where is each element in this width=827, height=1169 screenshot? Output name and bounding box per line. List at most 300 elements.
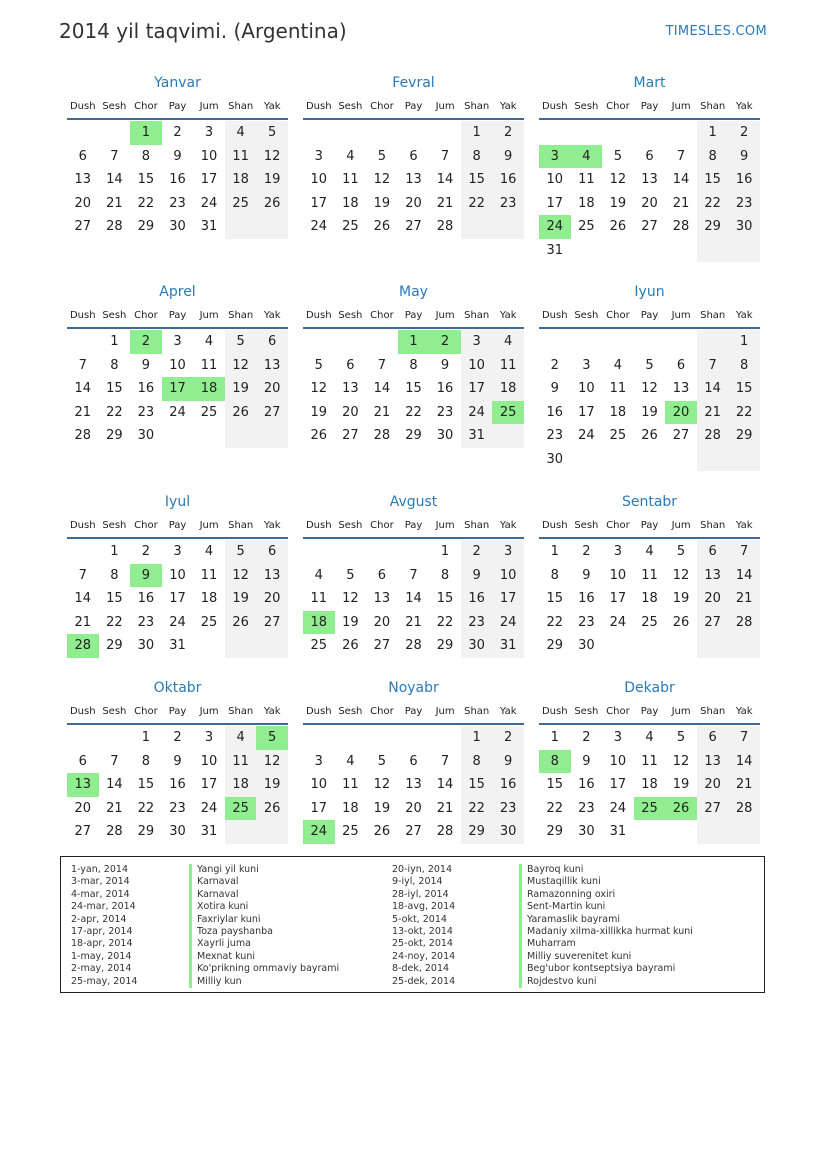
day-cell[interactable]: 9	[492, 750, 524, 774]
day-cell[interactable]: 10	[461, 354, 493, 378]
day-cell[interactable]: 12	[256, 145, 288, 169]
day-cell[interactable]: 30	[169, 219, 186, 234]
day-cell[interactable]: 26	[256, 797, 288, 821]
day-cell[interactable]: 13	[641, 172, 658, 187]
day-cell[interactable]: 24	[609, 614, 627, 630]
day-cell[interactable]: 20	[697, 587, 729, 611]
day-cell[interactable]: 3	[173, 544, 182, 559]
day-cell[interactable]: 3	[314, 753, 323, 769]
day-cell[interactable]: 20	[342, 404, 359, 420]
day-cell[interactable]: 14	[672, 172, 690, 187]
day-cell[interactable]: 5	[676, 730, 686, 745]
day-cell[interactable]: 8	[110, 357, 119, 373]
day-cell[interactable]: 27	[373, 638, 391, 653]
day-cell[interactable]: 9	[550, 381, 559, 396]
day-cell[interactable]: 16	[492, 773, 524, 797]
day-cell[interactable]: 25	[200, 404, 218, 420]
day-cell[interactable]: 29	[697, 215, 729, 239]
day-cell[interactable]: 17	[461, 377, 493, 401]
day-cell[interactable]: 12	[609, 172, 627, 187]
day-cell[interactable]: 10	[310, 777, 328, 792]
day-cell[interactable]: 25	[225, 192, 257, 216]
day-cell[interactable]: 9	[582, 753, 591, 769]
day-cell[interactable]: 12	[373, 172, 391, 187]
day-cell[interactable]: 29	[461, 820, 493, 844]
day-cell[interactable]: 13	[74, 172, 92, 187]
day-cell[interactable]: 8	[440, 567, 450, 583]
day-cell[interactable]: 8	[550, 567, 559, 583]
day-cell[interactable]: 19	[373, 195, 391, 211]
day-cell[interactable]: 7	[110, 148, 119, 164]
day-cell[interactable]: 30	[578, 638, 595, 653]
holiday-day-cell[interactable]: 8	[539, 750, 571, 774]
day-cell[interactable]: 10	[310, 172, 328, 187]
day-cell[interactable]: 17	[578, 404, 595, 420]
day-cell[interactable]: 13	[405, 172, 422, 187]
day-cell[interactable]: 23	[436, 404, 454, 420]
day-cell[interactable]: 17	[200, 172, 218, 187]
day-cell[interactable]: 3	[461, 330, 493, 354]
day-cell[interactable]: 18	[609, 404, 627, 420]
day-cell[interactable]: 18	[641, 591, 658, 606]
day-cell[interactable]: 15	[728, 377, 760, 401]
day-cell[interactable]: 10	[578, 381, 595, 396]
day-cell[interactable]: 26	[256, 192, 288, 216]
day-cell[interactable]: 6	[256, 540, 288, 564]
day-cell[interactable]: 7	[440, 753, 450, 769]
day-cell[interactable]: 12	[225, 354, 257, 378]
day-cell[interactable]: 1	[461, 726, 493, 750]
day-cell[interactable]: 27	[74, 219, 92, 234]
day-cell[interactable]: 1	[141, 730, 151, 745]
day-cell[interactable]: 26	[609, 219, 627, 234]
day-cell[interactable]: 29	[546, 638, 564, 653]
day-cell[interactable]: 21	[373, 404, 391, 420]
day-cell[interactable]: 22	[461, 797, 493, 821]
day-cell[interactable]: 13	[256, 354, 288, 378]
day-cell[interactable]: 2	[141, 544, 151, 559]
day-cell[interactable]: 20	[373, 614, 391, 630]
day-cell[interactable]: 1	[461, 121, 493, 145]
day-cell[interactable]: 26	[225, 611, 257, 635]
day-cell[interactable]: 14	[74, 591, 92, 606]
holiday-day-cell[interactable]: 5	[256, 726, 288, 750]
day-cell[interactable]: 14	[405, 591, 422, 606]
day-cell[interactable]: 17	[169, 591, 186, 606]
day-cell[interactable]: 9	[582, 567, 591, 583]
day-cell[interactable]: 31	[546, 242, 564, 258]
day-cell[interactable]: 3	[314, 148, 323, 164]
day-cell[interactable]: 17	[200, 777, 218, 792]
day-cell[interactable]: 12	[641, 381, 658, 396]
day-cell[interactable]: 8	[697, 145, 729, 169]
day-cell[interactable]: 3	[204, 125, 214, 140]
day-cell[interactable]: 12	[672, 567, 690, 583]
day-cell[interactable]: 28	[405, 638, 422, 653]
day-cell[interactable]: 4	[346, 148, 355, 164]
day-cell[interactable]: 22	[137, 800, 155, 816]
day-cell[interactable]: 24	[461, 401, 493, 425]
holiday-day-cell[interactable]: 24	[539, 215, 571, 239]
day-cell[interactable]: 24	[200, 800, 218, 816]
day-cell[interactable]: 23	[492, 192, 524, 216]
day-cell[interactable]: 30	[461, 634, 493, 658]
day-cell[interactable]: 25	[310, 638, 328, 653]
day-cell[interactable]: 6	[409, 148, 418, 164]
day-cell[interactable]: 5	[225, 540, 257, 564]
day-cell[interactable]: 21	[672, 195, 690, 211]
day-cell[interactable]: 27	[405, 824, 422, 839]
day-cell[interactable]: 22	[461, 192, 493, 216]
day-cell[interactable]: 20	[641, 195, 658, 211]
day-cell[interactable]: 3	[492, 540, 524, 564]
day-cell[interactable]: 19	[672, 591, 690, 606]
site-link[interactable]: TIMESLES.COM	[665, 24, 767, 39]
day-cell[interactable]: 18	[200, 591, 218, 606]
day-cell[interactable]: 31	[461, 424, 493, 448]
day-cell[interactable]: 14	[373, 381, 391, 396]
day-cell[interactable]: 3	[613, 544, 623, 559]
day-cell[interactable]: 2	[550, 357, 559, 373]
day-cell[interactable]: 2	[492, 121, 524, 145]
holiday-day-cell[interactable]: 20	[665, 401, 697, 425]
day-cell[interactable]: 14	[74, 381, 92, 396]
day-cell[interactable]: 10	[200, 753, 218, 769]
day-cell[interactable]: 25	[578, 219, 595, 234]
day-cell[interactable]: 18	[225, 168, 257, 192]
day-cell[interactable]: 29	[137, 219, 155, 234]
holiday-day-cell[interactable]: 18	[193, 377, 225, 401]
day-cell[interactable]: 2	[582, 544, 591, 559]
day-cell[interactable]: 26	[225, 401, 257, 425]
day-cell[interactable]: 21	[74, 614, 92, 630]
day-cell[interactable]: 15	[461, 773, 493, 797]
day-cell[interactable]: 15	[546, 591, 564, 606]
day-cell[interactable]: 11	[641, 753, 658, 769]
day-cell[interactable]: 28	[106, 824, 123, 839]
day-cell[interactable]: 2	[461, 540, 493, 564]
day-cell[interactable]: 11	[342, 777, 359, 792]
day-cell[interactable]: 20	[74, 195, 92, 211]
day-cell[interactable]: 11	[225, 750, 257, 774]
day-cell[interactable]: 22	[106, 404, 123, 420]
day-cell[interactable]: 11	[225, 145, 257, 169]
day-cell[interactable]: 31	[492, 634, 524, 658]
day-cell[interactable]: 24	[492, 611, 524, 635]
day-cell[interactable]: 6	[409, 753, 418, 769]
day-cell[interactable]: 11	[200, 357, 218, 373]
day-cell[interactable]: 17	[310, 195, 328, 211]
day-cell[interactable]: 25	[342, 219, 359, 234]
day-cell[interactable]: 12	[373, 777, 391, 792]
holiday-day-cell[interactable]: 25	[634, 797, 666, 821]
holiday-day-cell[interactable]: 13	[67, 773, 99, 797]
day-cell[interactable]: 22	[405, 404, 422, 420]
day-cell[interactable]: 30	[492, 820, 524, 844]
day-cell[interactable]: 7	[728, 540, 760, 564]
day-cell[interactable]: 11	[578, 172, 595, 187]
holiday-day-cell[interactable]: 2	[429, 330, 461, 354]
day-cell[interactable]: 2	[173, 125, 182, 140]
day-cell[interactable]: 29	[405, 428, 422, 443]
day-cell[interactable]: 19	[609, 195, 627, 211]
day-cell[interactable]: 11	[310, 591, 328, 606]
day-cell[interactable]: 13	[697, 564, 729, 588]
day-cell[interactable]: 9	[173, 148, 182, 164]
day-cell[interactable]: 27	[697, 797, 729, 821]
day-cell[interactable]: 20	[405, 800, 422, 816]
day-cell[interactable]: 12	[256, 750, 288, 774]
day-cell[interactable]: 21	[697, 401, 729, 425]
day-cell[interactable]: 10	[546, 172, 564, 187]
day-cell[interactable]: 1	[110, 334, 119, 349]
day-cell[interactable]: 14	[106, 777, 123, 792]
day-cell[interactable]: 2	[728, 121, 760, 145]
holiday-day-cell[interactable]: 2	[130, 330, 162, 354]
day-cell[interactable]: 27	[697, 611, 729, 635]
day-cell[interactable]: 3	[582, 357, 591, 373]
day-cell[interactable]: 15	[436, 591, 454, 606]
day-cell[interactable]: 8	[461, 750, 493, 774]
day-cell[interactable]: 13	[697, 750, 729, 774]
day-cell[interactable]: 16	[169, 172, 186, 187]
day-cell[interactable]: 30	[578, 824, 595, 839]
day-cell[interactable]: 7	[78, 357, 87, 373]
day-cell[interactable]: 9	[141, 357, 151, 373]
day-cell[interactable]: 4	[645, 730, 654, 745]
day-cell[interactable]: 31	[169, 638, 186, 653]
day-cell[interactable]: 27	[672, 428, 690, 443]
day-cell[interactable]: 12	[225, 564, 257, 588]
day-cell[interactable]: 4	[225, 121, 257, 145]
day-cell[interactable]: 30	[436, 428, 454, 443]
day-cell[interactable]: 19	[225, 377, 257, 401]
day-cell[interactable]: 14	[436, 777, 454, 792]
day-cell[interactable]: 29	[728, 424, 760, 448]
day-cell[interactable]: 24	[169, 614, 186, 630]
day-cell[interactable]: 1	[110, 544, 119, 559]
day-cell[interactable]: 29	[436, 638, 454, 653]
day-cell[interactable]: 10	[169, 567, 186, 583]
day-cell[interactable]: 31	[609, 824, 627, 839]
day-cell[interactable]: 29	[106, 428, 123, 443]
day-cell[interactable]: 5	[377, 148, 387, 164]
day-cell[interactable]: 24	[169, 404, 186, 420]
day-cell[interactable]: 28	[436, 219, 454, 234]
day-cell[interactable]: 11	[609, 381, 627, 396]
day-cell[interactable]: 3	[173, 334, 182, 349]
day-cell[interactable]: 22	[546, 614, 564, 630]
day-cell[interactable]: 23	[728, 192, 760, 216]
holiday-day-cell[interactable]: 25	[492, 401, 524, 425]
day-cell[interactable]: 20	[405, 195, 422, 211]
day-cell[interactable]: 5	[256, 121, 288, 145]
day-cell[interactable]: 21	[728, 773, 760, 797]
day-cell[interactable]: 1	[728, 330, 760, 354]
day-cell[interactable]: 13	[256, 564, 288, 588]
day-cell[interactable]: 23	[546, 428, 564, 443]
day-cell[interactable]: 6	[78, 753, 87, 769]
day-cell[interactable]: 21	[74, 404, 92, 420]
day-cell[interactable]: 8	[141, 753, 151, 769]
day-cell[interactable]: 7	[110, 753, 119, 769]
day-cell[interactable]: 13	[672, 381, 690, 396]
day-cell[interactable]: 8	[110, 567, 119, 583]
day-cell[interactable]: 28	[373, 428, 391, 443]
day-cell[interactable]: 12	[310, 381, 328, 396]
day-cell[interactable]: 26	[641, 428, 658, 443]
day-cell[interactable]: 23	[137, 614, 155, 630]
day-cell[interactable]: 5	[645, 357, 654, 373]
day-cell[interactable]: 28	[728, 797, 760, 821]
day-cell[interactable]: 26	[342, 638, 359, 653]
day-cell[interactable]: 18	[641, 777, 658, 792]
day-cell[interactable]: 1	[550, 730, 559, 745]
day-cell[interactable]: 28	[106, 219, 123, 234]
day-cell[interactable]: 11	[342, 172, 359, 187]
day-cell[interactable]: 12	[342, 591, 359, 606]
day-cell[interactable]: 16	[492, 168, 524, 192]
day-cell[interactable]: 15	[546, 777, 564, 792]
day-cell[interactable]: 23	[169, 800, 186, 816]
day-cell[interactable]: 16	[137, 381, 155, 396]
day-cell[interactable]: 7	[697, 354, 729, 378]
day-cell[interactable]: 15	[461, 168, 493, 192]
day-cell[interactable]: 16	[436, 381, 454, 396]
day-cell[interactable]: 15	[106, 591, 123, 606]
day-cell[interactable]: 5	[377, 753, 387, 769]
day-cell[interactable]: 16	[546, 404, 564, 420]
day-cell[interactable]: 17	[310, 800, 328, 816]
day-cell[interactable]: 22	[546, 800, 564, 816]
day-cell[interactable]: 6	[697, 726, 729, 750]
day-cell[interactable]: 24	[310, 219, 328, 234]
day-cell[interactable]: 19	[373, 800, 391, 816]
day-cell[interactable]: 16	[578, 777, 595, 792]
day-cell[interactable]: 29	[546, 824, 564, 839]
day-cell[interactable]: 14	[728, 564, 760, 588]
day-cell[interactable]: 16	[728, 168, 760, 192]
day-cell[interactable]: 16	[137, 591, 155, 606]
holiday-day-cell[interactable]: 26	[665, 797, 697, 821]
day-cell[interactable]: 11	[492, 354, 524, 378]
holiday-day-cell[interactable]: 9	[130, 564, 162, 588]
day-cell[interactable]: 21	[436, 800, 454, 816]
day-cell[interactable]: 17	[609, 777, 627, 792]
day-cell[interactable]: 20	[256, 377, 288, 401]
day-cell[interactable]: 17	[546, 195, 564, 211]
day-cell[interactable]: 2	[173, 730, 182, 745]
day-cell[interactable]: 16	[169, 777, 186, 792]
day-cell[interactable]: 10	[200, 148, 218, 164]
day-cell[interactable]: 6	[377, 567, 387, 583]
day-cell[interactable]: 6	[645, 148, 654, 164]
day-cell[interactable]: 5	[676, 544, 686, 559]
day-cell[interactable]: 13	[405, 777, 422, 792]
day-cell[interactable]: 22	[137, 195, 155, 211]
day-cell[interactable]: 19	[342, 614, 359, 630]
day-cell[interactable]: 2	[582, 730, 591, 745]
day-cell[interactable]: 28	[672, 219, 690, 234]
day-cell[interactable]: 28	[697, 424, 729, 448]
day-cell[interactable]: 7	[440, 148, 450, 164]
day-cell[interactable]: 4	[613, 357, 623, 373]
day-cell[interactable]: 10	[609, 567, 627, 583]
day-cell[interactable]: 27	[256, 401, 288, 425]
day-cell[interactable]: 21	[436, 195, 454, 211]
day-cell[interactable]: 11	[641, 567, 658, 583]
day-cell[interactable]: 22	[106, 614, 123, 630]
day-cell[interactable]: 6	[346, 357, 355, 373]
day-cell[interactable]: 14	[728, 750, 760, 774]
day-cell[interactable]: 23	[461, 611, 493, 635]
day-cell[interactable]: 15	[405, 381, 422, 396]
day-cell[interactable]: 31	[200, 219, 218, 234]
day-cell[interactable]: 13	[373, 591, 391, 606]
day-cell[interactable]: 6	[697, 540, 729, 564]
day-cell[interactable]: 7	[377, 357, 387, 373]
day-cell[interactable]: 26	[373, 824, 391, 839]
day-cell[interactable]: 15	[137, 777, 155, 792]
day-cell[interactable]: 8	[728, 354, 760, 378]
day-cell[interactable]: 16	[578, 591, 595, 606]
day-cell[interactable]: 5	[346, 567, 355, 583]
day-cell[interactable]: 10	[169, 357, 186, 373]
day-cell[interactable]: 17	[492, 587, 524, 611]
day-cell[interactable]: 14	[436, 172, 454, 187]
holiday-day-cell[interactable]: 1	[398, 330, 430, 354]
day-cell[interactable]: 5	[613, 148, 623, 164]
day-cell[interactable]: 31	[200, 824, 218, 839]
holiday-day-cell[interactable]: 3	[539, 145, 571, 169]
day-cell[interactable]: 15	[137, 172, 155, 187]
day-cell[interactable]: 28	[436, 824, 454, 839]
day-cell[interactable]: 9	[173, 753, 182, 769]
day-cell[interactable]: 21	[728, 587, 760, 611]
day-cell[interactable]: 22	[436, 614, 454, 630]
day-cell[interactable]: 12	[672, 753, 690, 769]
day-cell[interactable]: 9	[492, 145, 524, 169]
day-cell[interactable]: 5	[314, 357, 323, 373]
day-cell[interactable]: 19	[256, 773, 288, 797]
day-cell[interactable]: 27	[405, 219, 422, 234]
day-cell[interactable]: 30	[546, 451, 564, 467]
day-cell[interactable]: 11	[200, 567, 218, 583]
day-cell[interactable]: 23	[137, 404, 155, 420]
day-cell[interactable]: 5	[225, 330, 257, 354]
day-cell[interactable]: 25	[641, 614, 658, 630]
day-cell[interactable]: 24	[609, 800, 627, 816]
day-cell[interactable]: 6	[78, 148, 87, 164]
day-cell[interactable]: 19	[225, 587, 257, 611]
day-cell[interactable]: 27	[641, 219, 658, 234]
day-cell[interactable]: 25	[200, 614, 218, 630]
day-cell[interactable]: 4	[314, 567, 323, 583]
day-cell[interactable]: 2	[492, 726, 524, 750]
day-cell[interactable]: 28	[74, 428, 92, 443]
day-cell[interactable]: 8	[141, 148, 151, 164]
day-cell[interactable]: 29	[106, 638, 123, 653]
day-cell[interactable]: 20	[256, 587, 288, 611]
day-cell[interactable]: 6	[256, 330, 288, 354]
day-cell[interactable]: 1	[440, 544, 450, 559]
day-cell[interactable]: 19	[672, 777, 690, 792]
day-cell[interactable]: 24	[200, 195, 218, 211]
day-cell[interactable]: 18	[342, 800, 359, 816]
holiday-day-cell[interactable]: 28	[67, 634, 99, 658]
holiday-day-cell[interactable]: 18	[303, 611, 335, 635]
day-cell[interactable]: 21	[106, 800, 123, 816]
